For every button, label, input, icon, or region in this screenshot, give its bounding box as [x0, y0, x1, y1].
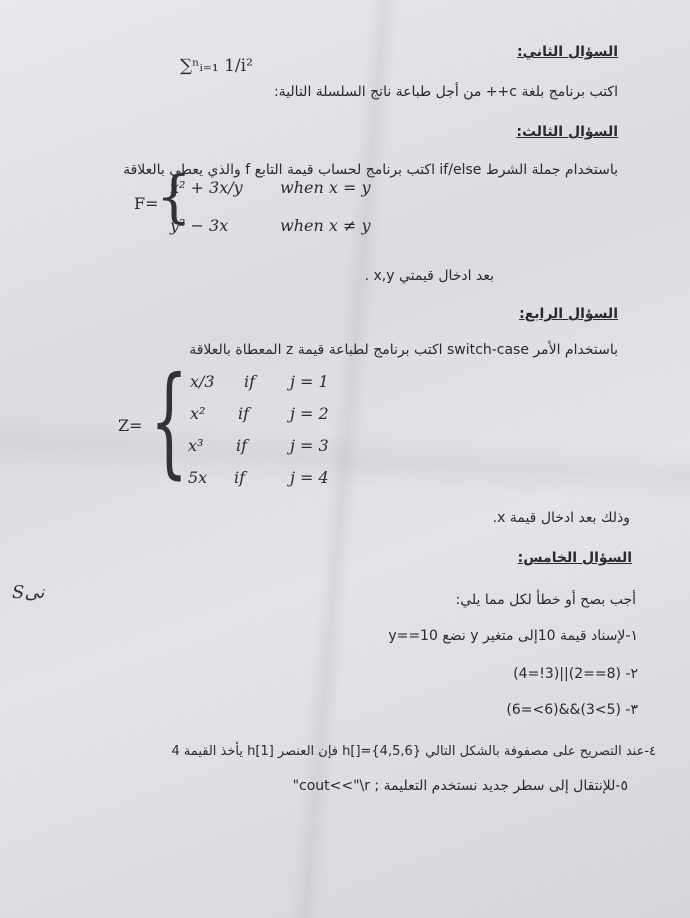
q5-text: أجب بصح أو خطأ لكل مما يلي:: [455, 592, 636, 608]
q3-case2-expr: y² − 3x: [170, 216, 229, 235]
q4-case3-expr: x³: [188, 436, 204, 455]
q4-case1-kw: if: [244, 372, 256, 391]
q3-heading: السؤال الثالث:: [516, 124, 618, 140]
q3-text: باستخدام جملة الشرط if/else اكتب برنامج لحساب قيمة التابع f والذي يعطى بالعلاقة: [123, 162, 618, 178]
q3-after: بعد ادخال قيمتي x,y .: [364, 268, 494, 284]
q5-margin-note: Sنى: [12, 582, 45, 603]
q2-heading: السؤال الثاني:: [517, 44, 618, 60]
q3-lhs: F=: [134, 194, 159, 213]
q4-case4-expr: 5x: [188, 468, 208, 487]
q4-case3-kw: if: [236, 436, 248, 455]
q4-case2-expr: x²: [190, 404, 206, 423]
q4-case4-cond: j = 4: [290, 468, 329, 487]
q2-text: اكتب برنامج بلغة c++ من أجل طباعة ناتج السلسلة التالية:: [273, 84, 618, 100]
q5-item-1: ١-لإسناد قيمة 10إلى متغير y نضع y==10: [388, 628, 638, 644]
q5-item-2: ٢- (8==2)||(3!=4): [513, 666, 638, 682]
q4-case3-cond: j = 3: [290, 436, 329, 455]
q5-heading: السؤال الخامس:: [517, 550, 632, 566]
q3-brace: {: [156, 165, 192, 230]
q4-brace: {: [150, 352, 189, 491]
q3-case1-expr: x² + 3x/y: [170, 178, 243, 197]
q4-case4-kw: if: [234, 468, 246, 487]
q4-case2-cond: j = 2: [290, 404, 329, 423]
q3-case1-cond: when x = y: [280, 178, 371, 197]
q4-text: باستخدام الأمر switch-case اكتب برنامج لطباعة قيمة z المعطاة بالعلاقة: [189, 342, 618, 358]
q4-lhs: Z=: [118, 416, 143, 435]
q4-case1-cond: j = 1: [290, 372, 329, 391]
q4-case2-kw: if: [238, 404, 250, 423]
q5-item-5: ٥-للإنتقال إلى سطر جديد نستخدم التعليمة ; cout<<"\r": [292, 778, 628, 794]
q4-heading: السؤال الرابع:: [519, 306, 618, 322]
q5-item-4: ٤-عند التصريح على مصفوفة بالشكل التالي h[]={4,5,6} فإن العنصر h[1] يأخذ القيمة 4: [171, 744, 656, 759]
q2-formula: ∑ⁿᵢ₌₁ 1/i²: [180, 56, 253, 76]
q5-item-3: ٣- (5>3)&&(6>=6): [506, 702, 638, 718]
q4-case1-expr: x/3: [190, 372, 215, 391]
q4-after: وذلك بعد ادخال قيمة x.: [492, 510, 630, 526]
q3-case2-cond: when x ≠ y: [280, 216, 371, 235]
